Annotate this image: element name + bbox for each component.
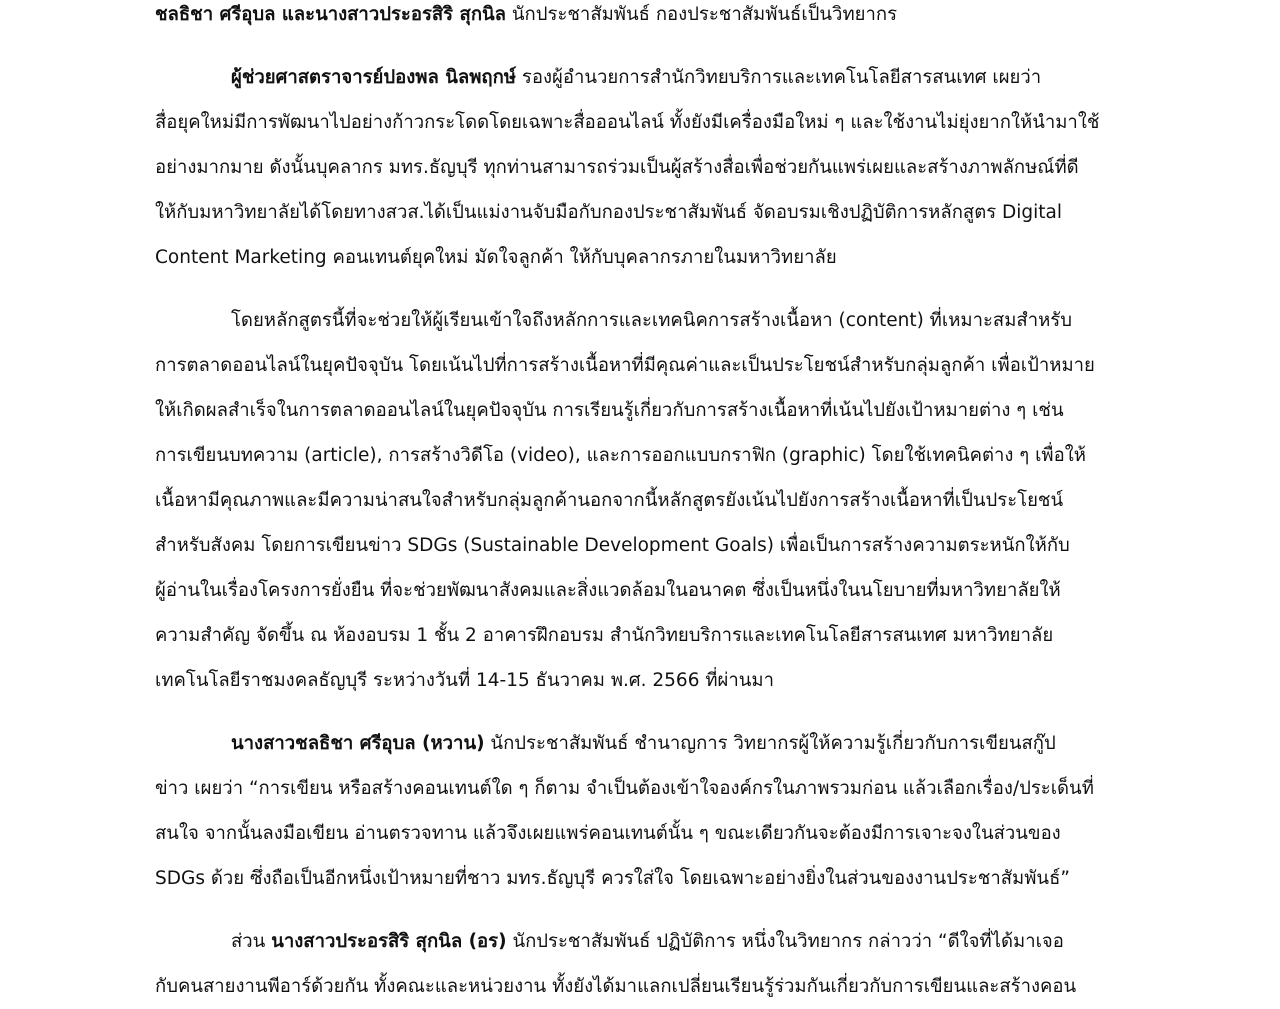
text-line: ให้เกิดผลสำเร็จในการตลาดออนไลน์ในยุคปัจจุบัน การเรียนรู้เกี่ยวกับการสร้างเนื้อหาที่เน้นไปยังเป้าหมายต่าง ๆ เช่น	[155, 400, 1064, 421]
text-line: สื่อยุคใหม่มีการพัฒนาไปอย่างก้าวกระโดดโดยเฉพาะสื่อออนไลน์ ทั้งยังมีเครื่องมือใหม่ ๆ และใช้งานไม่ยุ่งยากให้นำมาใช้	[155, 112, 1100, 133]
text-line: สำหรับสังคม โดยการเขียนข่าว SDGs (Sustainable Development Goals) เพื่อเป็นการสร้างความตระหนักให้กับ	[155, 535, 1070, 556]
text-line: เนื้อหามีคุณภาพและมีความน่าสนใจสำหรับกลุ่มลูกค้านอกจากนี้หลักสูตรยังเน้นไปยังการสร้างเนื้อหาที่เป็นประโยชน์	[155, 490, 1064, 511]
paragraph-assistant-professor	[155, 55, 1130, 280]
text-line: ข่าว เผยว่า “การเขียน หรือสร้างคอนเทนต์ใด ๆ ก็ตาม จำเป็นต้องเข้าใจองค์กรในภาพรวมก่อน แล้วเลือกเรื่อง/ประเด็นที่	[155, 778, 1094, 799]
text-line: การเขียนบทความ (article), การสร้างวิดีโอ (video), และการออกแบบกราฟิก (graphic) โดยใช้เทคนิคต่าง ๆ เพื่อให้	[155, 445, 1086, 466]
person-name: นางสาวชลธิชา ศรีอุบล (หวาน)	[231, 733, 485, 754]
text-line: โดยหลักสูตรนี้ที่จะช่วยให้ผู้เรียนเข้าใจถึงหลักการและเทคนิคการสร้างเนื้อหา (content) ที่เหมาะสมสำหรับ	[231, 310, 1072, 331]
text-run: ส่วน	[231, 931, 272, 952]
person-name: ผู้ช่วยศาสตราจารย์ปองพล นิลพฤกษ์	[231, 67, 517, 88]
text-line: ความสำคัญ จัดขึ้น ณ ห้องอบรม 1 ชั้น 2 อาคารฝึกอบรม สำนักวิทยบริการและเทคโนโลยีสารสนเทศ มหาวิทยาลัย	[155, 625, 1054, 646]
text-line: สนใจ จากนั้นลงมือเขียน อ่านตรวจทาน แล้วจึงเผยแพร่คอนเทนต์นั้น ๆ ขณะเดียวกันจะต้องมีการเจาะจงในส่วนของ	[155, 823, 1061, 844]
text-line	[155, 0, 1130, 37]
text-line	[155, 919, 1130, 964]
text-line: กับคนสายงานพีอาร์ด้วยกัน ทั้งคณะและหน่วยงาน ทั้งยังได้มาแลกเปลี่ยนเรียนรู้ร่วมกันเกี่ยวกับการเขียนและสร้างคอน	[155, 976, 1077, 997]
text-run: รองผู้อำนวยการสำนักวิทยบริการและเทคโนโลยีสารสนเทศ เผยว่า	[516, 67, 1042, 88]
text-line: เทคโนโลยีราชมงคลธัญบุรี ระหว่างวันที่ 14-15 ธันวาคม พ.ศ. 2566 ที่ผ่านมา	[155, 670, 775, 691]
text-line: ให้กับมหาวิทยาลัยได้โดยทางสวส.ได้เป็นแม่งานจับมือกับกองประชาสัมพันธ์ จัดอบรมเชิงปฏิบัติการหลักสูตร Digital	[155, 202, 1063, 223]
text-run: นักประชาสัมพันธ์ กองประชาสัมพันธ์เป็นวิทยากร	[506, 4, 898, 25]
document-page	[155, 0, 1130, 1009]
text-run: นักประชาสัมพันธ์ ปฏิบัติการ หนึ่งในวิทยากร กล่าวว่า “ดีใจที่ได้มาเจอ	[506, 931, 1064, 952]
speaker-names: ชลธิชา ศรีอุบล และนางสาวประอรสิริ สุกนิล	[155, 4, 507, 25]
text-line	[155, 55, 1130, 100]
paragraph-course-description	[155, 298, 1130, 703]
text-line: การตลาดออนไลน์ในยุคปัจจุบัน โดยเน้นไปที่การสร้างเนื้อหาที่มีคุณค่าและเป็นประโยชน์สำหรับกลุ่มลูกค้า เพื่อเป้าหมาย	[155, 355, 1095, 376]
paragraph-intro-continuation	[155, 0, 1130, 37]
text-line: อย่างมากมาย ดังนั้นบุคลากร มทร.ธัญบุรี ทุกท่านสามารถร่วมเป็นผู้สร้างสื่อเพื่อช่วยกันแพร่เผยและสร้างภาพลักษณ์ที่ดี	[155, 157, 1079, 178]
person-name: นางสาวประอรสิริ สุกนิล (อร)	[271, 931, 507, 952]
text-line: Content Marketing คอนเทนต์ยุคใหม่ มัดใจลูกค้า ให้กับบุคลากรภายในมหาวิทยาลัย	[155, 247, 837, 268]
text-run: นักประชาสัมพันธ์ ชำนาญการ วิทยากรผู้ให้ความรู้เกี่ยวกับการเขียนสกู๊ป	[484, 733, 1056, 754]
text-line	[155, 721, 1130, 766]
paragraph-speaker-orn	[155, 919, 1130, 1009]
text-line: ผู้อ่านในเรื่องโครงการยั่งยืน ที่จะช่วยพัฒนาสังคมและสิ่งแวดล้อมในอนาคต ซึ่งเป็นหนึ่งในนโยบายที่มหาวิทยาลัยให้	[155, 580, 1061, 601]
paragraph-speaker-wan	[155, 721, 1130, 901]
text-line: SDGs ด้วย ซึ่งถือเป็นอีกหนึ่งเป้าหมายที่ชาว มทร.ธัญบุรี ควรใส่ใจ โดยเฉพาะอย่างยิ่งในส่วนของงานประชาสัมพันธ์”	[155, 868, 1070, 889]
